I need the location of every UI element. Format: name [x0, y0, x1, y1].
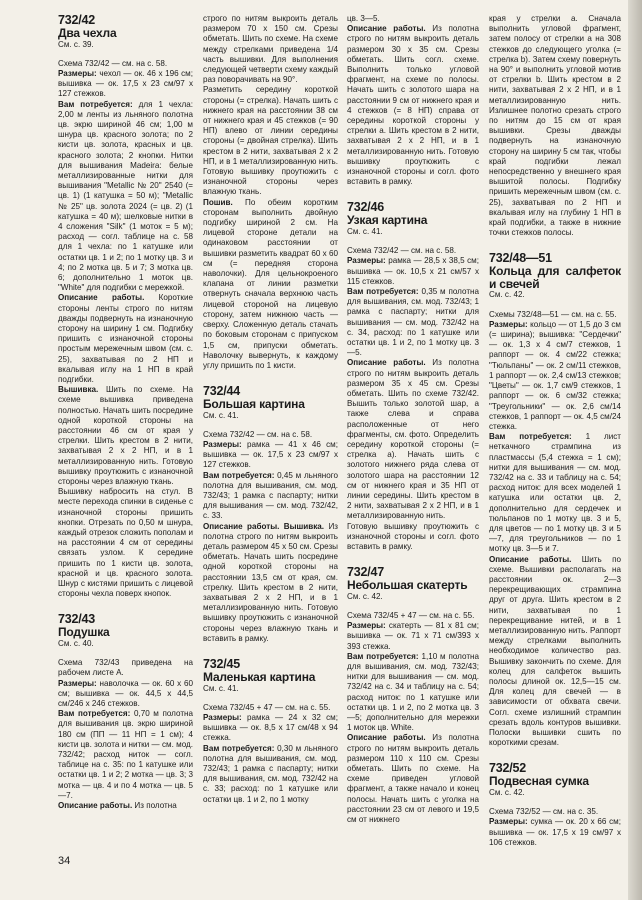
column-3: [347, 14, 479, 825]
spacer: [489, 238, 621, 252]
sizes-text: наволочка — ок. 60 х 60 см; вышивка — ок. 44,5 х 44,5 см/246 х 246 стежков.: [58, 678, 193, 708]
model-title: Подушка: [58, 625, 110, 640]
column-1: [58, 14, 193, 811]
sizes-label: Размеры:: [203, 712, 242, 722]
continued-paragraph: строго по нитям выкроить деталь размером 70 х 150 см. Срезы обметать. Шить по схеме. На схеме между стрелками приведена 1/4 часть вышивки. Для выполнения следующей четверти схему каждый раз поворачивать на 90°.: [203, 14, 338, 85]
materials-label: Вам потребуется:: [489, 432, 572, 442]
photo-ref: См. с. 41.: [203, 410, 239, 420]
materials-label: Вам потребуется:: [203, 743, 275, 753]
section-732-45-continued: [347, 14, 479, 187]
scheme-ref: Схема 732/42 — см. на с. 58.: [347, 246, 457, 256]
sizes-paragraph: [203, 713, 338, 744]
instructions-text: Из полотна строго по нитям выкроить деталь размером 45 х 50 см. Срезы обметать. Начать шить посредине одной короткой стороны на расстоянии 13,5 см от края, см. стрелку. Шить крестом в 2 нити, захватывая 2 х 2 НП, и в 1 металлизированную нить. Готовую вышивку проутюжить с изнаночной стороны через влажную ткань и вставить в рамку.: [203, 521, 338, 643]
materials-label: Вам потребуется:: [203, 470, 275, 480]
section-732-46: [347, 201, 479, 552]
sizes-label: Размеры:: [489, 817, 528, 827]
sizes-text: рамка — 24 х 32 см; вышивка — ок. 8,5 х 17 см/48 х 94 стежка.: [203, 712, 338, 743]
materials-label: Вам потребуется:: [347, 286, 419, 296]
continued-paragraph: цв. 3—5.: [347, 14, 380, 23]
model-title: Подвесная сумка: [489, 774, 589, 789]
sizes-paragraph: [203, 440, 338, 471]
column-2: [203, 14, 338, 805]
instructions-label: Описание работы.: [489, 554, 572, 564]
photo-ref: См. с. 42.: [489, 290, 525, 300]
model-code: 732/43: [58, 612, 96, 627]
photo-ref: См. с. 40.: [58, 638, 94, 648]
instructions-label: Описание работы.: [347, 24, 426, 34]
section-732-48-51: [489, 252, 621, 748]
materials-text: 0,35 м полотна для вышивания, см. мод. 732/43; 1 рамка с паспарту; нитки для вышивания — см. мод. 732/42 на с. 34, расход: по 1 катушке или остатки цв. 1 и 2, по 1 мотку цв. 3—5.: [347, 286, 479, 358]
sizes-label: Размеры:: [347, 256, 386, 266]
materials-text: 0,30 м льняного полотна для вышивания, см. мод. 732/43; 1 рамка с паспарту; нитки для вышивания, см. мод. 732/42 на с. 33; расход: по 1 катушке или остатки цв. 1 и 2, по 1 мотку: [203, 743, 338, 804]
sizes-text: кольцо — от 1,5 до 3 см (= ширина); вышивка: "Сердечки" — ок. 1,3 х 4 см/7 стежков, 1 раппорт — ок. 4 см/22 стежка; "Тюльпаны" — ок. 2 см/11 стежков, 1 раппорт — ок. 2,4 см/13 стежков; "Цветы" — ок. 1,7 см/9 стежков, 1 раппорт — ок. 6 см/32 стежка; "Треугольники" — ок. 2,6 см/14 стежков, 1 раппорт — ок. 4,5 см/24 стежка.: [489, 319, 621, 431]
instructions-paragraph: [347, 358, 479, 521]
instructions-paragraph: [58, 801, 193, 811]
scheme-ref: Схема 732/42 — см. на с. 58.: [203, 429, 313, 439]
materials-text: 1 лист неткачного стрампина из пластмассы (5,4 стежка = 1 см); нитки для вышивания — см. мод. 732/42 на с. 33 и таблицу на с. 54; расход ниток: для всех моделей 1 катушка или остатки цв. 2, дополнительно для сердечек и тюльпанов по 1 мотку цв. 3 и 5, для цветов — по 1 мотку цв. 3 и 5—7, для треугольников — по 1 мотку цв. 3—5 и 7.: [489, 432, 621, 554]
sizes-paragraph: [58, 679, 193, 710]
sizes-text: скатерть — 81 х 81 см; вышивка — ок. 71 х 71 см/393 х 393 стежка.: [347, 621, 479, 651]
instructions-text: Короткие стороны ленты строго по нитям дважды подвернуть на изнаночную сторону на ширину 1 см. Подгибку пришить с изнаночной стороны простым мережечным швом (см. с. 25), захватывая по 2 НП и вкалывая иглу на 1 НП в край подгибки.: [58, 293, 193, 384]
model-code: 732/46: [347, 200, 385, 215]
scheme-ref: Схема 732/42 — см. на с. 58.: [58, 58, 168, 68]
materials-paragraph: [347, 287, 479, 358]
column-4: [489, 14, 621, 848]
sewing-label: Пошив.: [203, 197, 233, 207]
model-code: 732/47: [347, 565, 385, 580]
sizes-paragraph: [489, 817, 621, 848]
instructions-label: Описание работы.: [58, 293, 145, 303]
materials-text: для 1 чехла: 2,00 м ленты из льняного полотна цв. экрю шириной 46 см; 1,00 м шнура цв. красного золота; по 2 кисти цв. золота, красных и цв. красного золота; 2 кнопки. Нитки для вышивания Madeira: белые металлизированные нитки для вышивания "Metallic № 20" 2540 (= цв. 1) (1 катушка = 50 м); "Metallic № 25" цв. золота 2024 (= цв. 2) (1 катушка = 40 м); шелковые нитки в 4 сложения "Silk" (1 моток = 5 м); расход — согл. таблице на с. 58 для 1 чехла: по 1 катушке или остатки цв. 1 и 2; по 1 мотку цв. 3 и 4; по 2 мотка цв. 5 и 7; 3 мотка цв. 6; дополнительно 1 моток цв. "White" для подгибки с мережкой.: [58, 99, 193, 293]
instructions-text: Из полотна строго по нитям выкроить деталь размером 30 х 35 см. Срезы обметать. Шить согл. схеме. Выполнить только угловой фрагмент, на схеме по полосы. Начать шить с золотого шара на расстоянии 9 см от нижнего края и 4 стежков (= 8 НП) справа от середины короткой стороны у стрелки a. Шить крестом в 2 нити, захватывая 2 х 2 НП, и в 1 металлизированную нить. Готовую вышивку проутюжить с изнаночной стороны и согл. фото вставить в рамку.: [347, 24, 479, 187]
instructions-paragraph: [347, 733, 479, 825]
sizes-text: сумка — ок. 20 х 66 см; вышивка — ок. 17,5 х 19 см/97 х 106 стежков.: [489, 817, 621, 847]
photo-ref: См. с. 41.: [347, 226, 383, 236]
sizes-text: рамка — 28,5 х 38,5 см; вышивка — ок. 10,5 х 21 см/57 х 115 стежков.: [347, 256, 479, 286]
scheme-ref: Схема 732/52 — см. на с. 35.: [489, 807, 599, 817]
instructions-paragraph: [58, 293, 193, 385]
page-number: 34: [58, 855, 71, 867]
sizes-text: рамка — 41 х 46 см; вышивка — ок. 17,5 х 23 см/97 х 127 стежков.: [203, 440, 338, 470]
instructions-text: Из полотна строго по нитям выкроить деталь размером 110 х 110 см. Срезы обметать. Шить по схеме. На схеме приведен угловой фрагмент, а также начало и конец полосы. Начать шить с уголка на расстоянии 23 см от левого и 19,5 см от нижнего: [347, 733, 479, 825]
continued-paragraph: края у стрелки a. Сначала выполнить угловой фрагмент, затем полосу от стрелки a на 308 стежков до следующего уголка (= стрелка b). Затем схему повернуть на 90° и выполнить угловой мотив от стрелки b. Шить крестом в 2 нити, захватывая 2 х 2 НП, и в 1 металлизированную нить. Излишнее полотно срезать строго по нитям до 15 см от края вышивки. Срезы дважды подвернуть на изнаночную сторону на ширину 5 см так, чтобы край подгибки лежал непосредственно у внешнего края вышитой полосы. Подгибку пришить мережечным швом (см. с. 25), захватывая по 2 НП и вкалывая иглу на глубину 1 НП в край подгибки, а также в нижние точки стежков полосы.: [489, 14, 621, 238]
spacer: [347, 552, 479, 566]
section-732-47-continued: [489, 14, 621, 238]
model-title: Маленькая картина: [203, 670, 316, 685]
materials-paragraph: [203, 744, 338, 805]
materials-paragraph: [489, 432, 621, 554]
instructions-paragraph: [489, 555, 621, 749]
materials-text: 0,45 м льняного полотна для вышивания, см. мод. 732/43; 1 рамка с паспарту; нитки для вышивания — см. мод. 732/42, с. 33.: [203, 470, 338, 521]
photo-ref: См. с. 41.: [203, 683, 239, 693]
section-732-52: [489, 762, 621, 848]
model-code: 732/52: [489, 761, 527, 776]
embroidery-text: Шить по схеме. На схеме вышивка приведена полностью. Начать шить посредине одной короткой стороны на расстоянии 46 см от края у стрелки. Шить крестом в 2 нити, захватывая 2 х 2 НП, и в 1 металлизированную нить. Готовую вышивку проутюжить с изнаночной стороны через влажную ткань.: [58, 385, 193, 487]
materials-text: 1,10 м полотна для вышивания, см. мод. 732/43; нитки для вышивания — см. мод. 732/42 на с. 34 и таблицу на с. 54; расход ниток: по 1 катушке или остатки цв. 1 и 2, по 2 мотка цв. 3—5; дополнительно для мережки 1 моток цв. White.: [347, 651, 479, 733]
sizes-label: Размеры:: [347, 621, 386, 631]
sizes-label: Размеры:: [58, 68, 97, 78]
model-code: 732/45: [203, 657, 241, 672]
sizes-paragraph: [347, 621, 479, 652]
sewing-paragraph: [203, 198, 338, 371]
instructions-text: Из полотна: [132, 801, 177, 811]
section-732-43-continued: [203, 14, 338, 371]
model-title: Небольшая скатерть: [347, 578, 468, 593]
embroidery-paragraph: [58, 385, 193, 487]
materials-text: 0,70 м полотна для вышивания цв. экрю шириной 180 см (ПП — 11 НП = 1 см); 4 кисти цв. золота и нитки — см. мод. 732/42; расход ниток — согл. таблице на с. 35: по 1 катушке или остатки цв. 1 и 2; 2 мотка — цв. 3; 3 мотка — цв. 4 и по 4 мотка — цв. 5—7.: [58, 709, 193, 800]
spacer: [347, 187, 479, 201]
scheme-ref: Схема 732/45 + 47 — см. на с. 55.: [203, 702, 331, 712]
instructions-label: Описание работы.: [347, 733, 426, 743]
materials-paragraph: [347, 652, 479, 734]
instructions-label: Описание работы.: [58, 801, 133, 811]
model-code: 732/42: [58, 13, 96, 27]
section-732-43: [58, 613, 193, 811]
assembly-paragraph: Вышивку набросить на стул. В месте перехода спинки в сиденье с изнаночной стороны пришить кнопки. Отрезать по 0,50 м шнура, каждый отрезок сложить пополам и на расстоянии 4 см от середины связать узлом. К середине пришить по 1 кисти цв. золота, красной и цв. красного золота. Шнур с кистями пришить с лицевой стороны чехла поверх кнопок.: [58, 487, 193, 599]
scheme-ref: Схема 732/43 приведена на рабочем листе А.: [58, 658, 193, 678]
materials-paragraph: [58, 709, 193, 801]
model-code: 732/48—51: [489, 251, 552, 266]
model-title: Узкая картина: [347, 213, 428, 228]
sizes-paragraph: [347, 256, 479, 287]
photo-ref: См. с. 39.: [58, 39, 94, 49]
sizes-label: Размеры:: [203, 440, 242, 450]
instructions-paragraph: [203, 522, 338, 644]
scheme-ref: Схема 732/45 + 47 — см. на с. 55.: [347, 610, 475, 620]
photo-ref: См. с. 42.: [489, 787, 525, 797]
section-732-42: [58, 14, 193, 599]
instructions-text: Шить по схеме. Вышивки располагать на расстоянии ок. 2—3 перекрещивающих стрампина друг от друга. Шить крестом в 2 нити, захватывая по 1 перекрещивание нитей, и в 1 металлизированную нить. Раппорт между стрелками выполнить необходимое количество раз. Вышивку закончить по схеме. Для колец для салфеток вышить полосы длиной ок. 12,5—15 см. Для колец для свечей — в зависимости от обхвата свечи. Согл. схеме излишний стрампин срезать вдоль контуров вышивки. Полоски вышивки сшить по короткими срезам.: [489, 554, 621, 748]
section-732-44: [203, 385, 338, 644]
model-code: 732/44: [203, 384, 241, 399]
materials-label: Вам потребуется:: [58, 99, 133, 109]
model-title: Большая картина: [203, 397, 305, 412]
sizes-text: чехол — ок. 46 х 196 см; вышивка — ок. 17,5 х 23 см/97 х 127 стежков.: [58, 68, 193, 99]
sizes-paragraph: [58, 69, 193, 100]
photo-ref: См. с. 42.: [347, 591, 383, 601]
embroidery-label: Вышивка.: [58, 385, 99, 395]
instructions-text: Из полотна строго по нитям выкроить деталь размером 35 х 45 см. Срезы обметать. Шить по схеме 732/42. Вышить только золотой шар, а также слева и справа расположенные от него фрагменты, см. фото. Определить середину короткой стороны (= стрелка a). Начать шить с золотого нижнего ряда слева от золотого шара на расстоянии 12 см от нижнего края и 35 НП от линии середины. Шить крестом в 2 нити, захватывая 2 х 2 НП, и в 1 металлизированную нить.: [347, 358, 479, 521]
model-title: Кольца для салфеток и свечей: [489, 264, 621, 291]
sizes-paragraph: [489, 320, 621, 432]
materials-paragraph: [58, 100, 193, 294]
continued-paragraph-2: Разметить середину короткой стороны (= стрелка). Начать шить с нижнего края на расстоянии 38 см от нижнего края и 45 стежков (= 90 НП) влево от линии середины стороны (= двойная стрелка). Шить крестом в 2 нити, захватывая 2 х 2 НП, и в 1 металлизированную нить. Готовую вышивку проутюжить с изнаночной стороны через влажную ткань.: [203, 85, 338, 197]
page-edge: [628, 0, 642, 900]
spacer: [489, 748, 621, 762]
instructions-label: Описание работы.: [347, 358, 426, 368]
instructions-label: Описание работы. Вышивка.: [203, 521, 325, 531]
section-732-45: [203, 658, 338, 805]
finishing-paragraph: Готовую вышивку проутюжить с изнаночной стороны и согл. фото вставить в рамку.: [347, 521, 479, 552]
materials-label: Вам потребуется:: [347, 651, 419, 661]
materials-label: Вам потребуется:: [58, 709, 131, 719]
spacer: [58, 599, 193, 613]
section-732-47: [347, 566, 479, 825]
spacer: [203, 371, 338, 385]
sewing-text: По обеим коротким сторонам выполнить двойную подгибку шириной 2 см. На лицевой стороне детали на одинаковом расстоянии от вышивки разметить квадрат 60 х 60 см (= передняя сторона наволочки). Для цельнокроеного клапана от линии разметки отвернуть сначала верхнюю часть лицевой стороной на лицевую сторону, затем нижнюю часть — сверху. Сложенную деталь стачать по боковым сторонам с припуском 1,5 см, припуски обметать. Наволочку вывернуть, к каждому углу пришить по 1 кисти.: [203, 197, 338, 370]
model-title: Два чехла: [58, 26, 117, 40]
spacer: [203, 644, 338, 658]
instructions-paragraph: [347, 24, 479, 187]
materials-paragraph: [203, 471, 338, 522]
sizes-label: Размеры:: [489, 319, 528, 329]
scheme-ref: Схемы 732/48—51 — см. на с. 55.: [489, 309, 617, 319]
sizes-label: Размеры:: [58, 678, 97, 688]
